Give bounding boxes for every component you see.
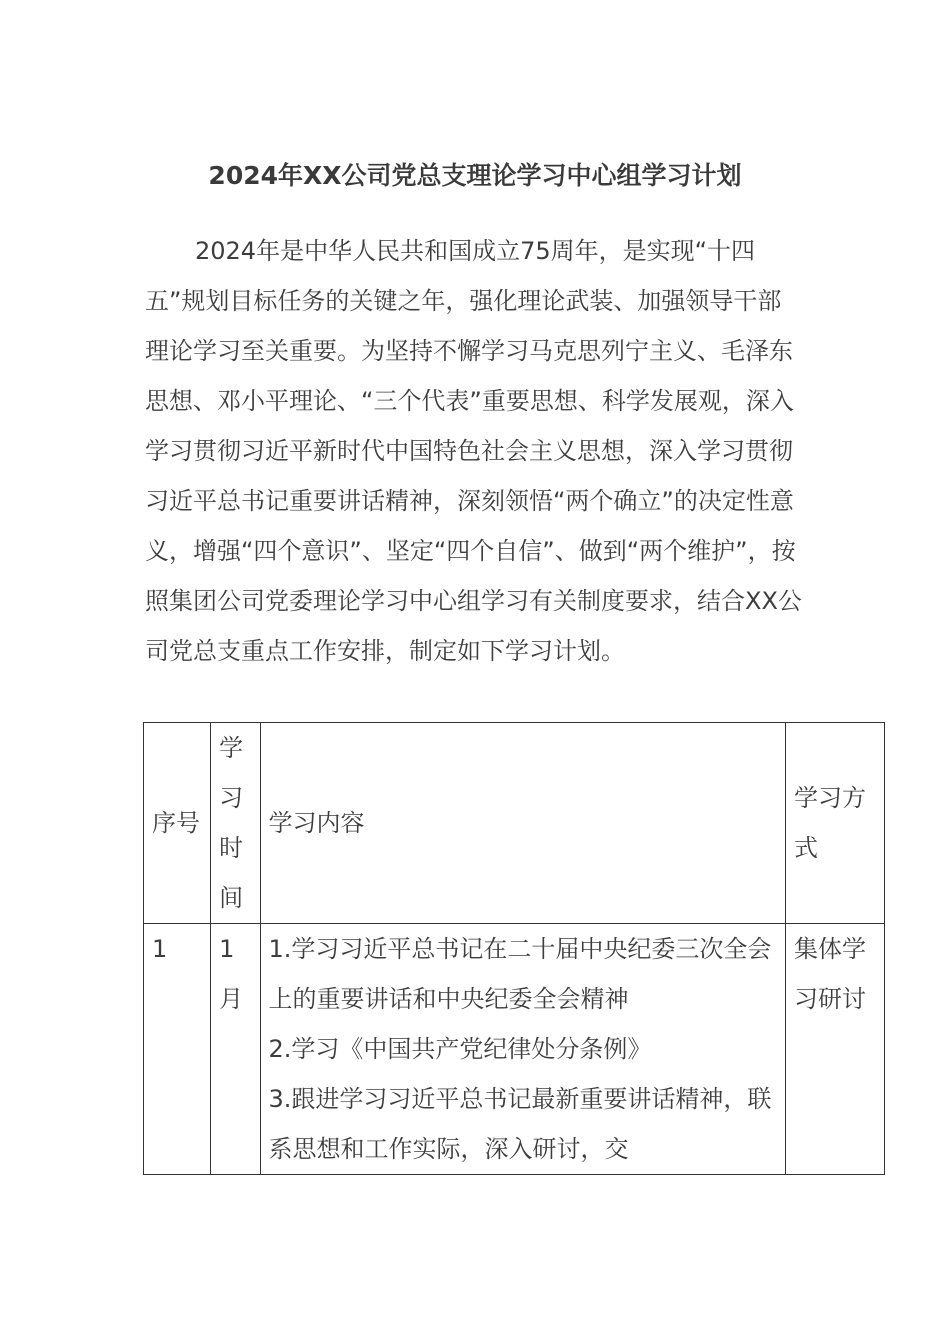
table-row [144,924,885,1175]
content-item: 1.学习习近平总书记在二十届中央纪委三次全会上的重要讲话和中央纪委全会精神 [268,935,772,1013]
header-content: 学习内容 [260,723,786,924]
row-method: 集体学习研讨 [786,924,885,1175]
header-method: 学习方式 [786,723,885,924]
content-item: 2.学习《中国共产党纪律处分条例》 [268,1035,652,1063]
table-header-row [144,723,885,924]
document-title: 2024年XX公司党总支理论学习中心组学习计划 [208,161,742,190]
row-time [211,924,260,1175]
header-seq: 序号 [144,723,211,924]
row-time-label: 1月 [219,935,244,1013]
header-time [211,723,260,924]
content-item: 3.跟进学习习近平总书记最新重要讲话精神，联系思想和工作实际，深入研讨，交 [268,1085,772,1163]
intro-paragraph: 2024年是中华人民共和国成立75周年，是实现“十四五”规划目标任务的关键之年，强化理论武装、加强领导干部理论学习至关重要。为坚持不懈学习马克思列宁主义、毛泽东思想、邓小平理论、“三个代表”重要思想、科学发展观，深入学习贯彻习近平新时代中国特色社会主义思想，深入学习贯彻习近平总书记重要讲话精神，深刻领悟“两个确立”的决定性意义，增强“四个意识”、坚定“四个自信”、做到“两个维护”，按照集团公司党委理论学习中心组学习有关制度要求，结合XX公司党总支重点工作安排，制定如下学习计划。 [145,237,802,665]
study-plan-table [143,722,885,1175]
row-seq: 1 [144,924,211,1175]
header-time-label: 学习时间 [219,734,244,912]
row-content [260,924,786,1175]
